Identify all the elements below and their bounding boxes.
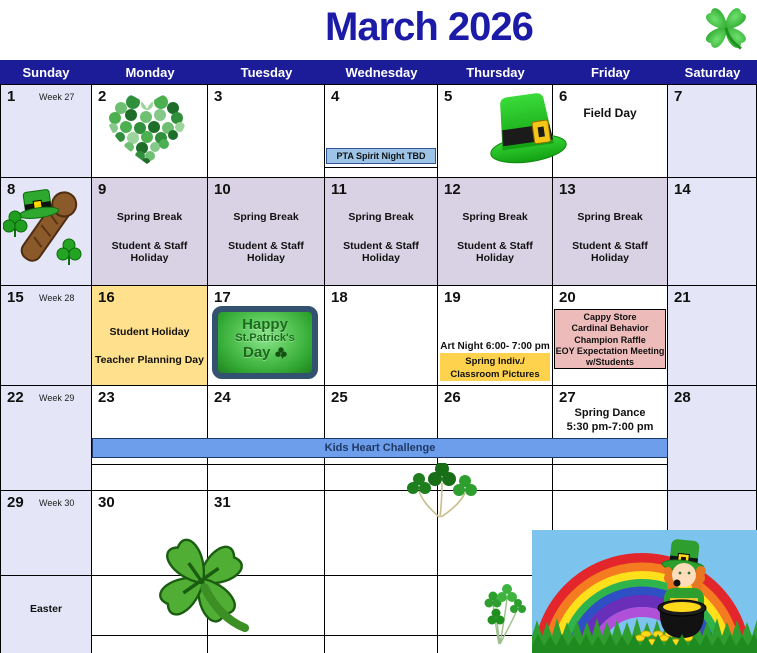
sign-line1: Happy: [242, 316, 288, 333]
spring-break-line2: Student & Staff Holiday: [111, 240, 188, 264]
student-holiday-line1: Student Holiday: [109, 326, 190, 338]
date-number: 1: [7, 88, 16, 105]
date-number: 23: [98, 389, 115, 406]
date-number: 14: [674, 181, 691, 198]
spring-break-event: [208, 211, 324, 264]
day-cell-29: [0, 491, 92, 576]
day-cell-22: [0, 386, 92, 491]
date-number: 13: [559, 181, 576, 198]
day-cell-18: [325, 286, 438, 386]
empty-cell: [325, 576, 438, 653]
w-students-line: w/Students: [585, 357, 634, 368]
date-number: 11: [331, 181, 347, 198]
day-cell-20: [553, 286, 668, 386]
date-number: 5: [444, 88, 453, 105]
spring-dance-line1: Spring Dance: [574, 407, 646, 419]
date-number: 3: [214, 88, 223, 105]
shamrock-bouquet-image: [399, 463, 485, 521]
grid-subline: [325, 167, 437, 168]
spring-break-line1: Spring Break: [462, 211, 528, 223]
day-cell-12: [438, 178, 553, 286]
spring-break-line1: Spring Break: [577, 211, 643, 223]
weekday-tuesday: Tuesday: [240, 64, 293, 80]
day-cell-16: [92, 286, 208, 386]
clover-icon: [698, 0, 754, 56]
spring-break-event: [438, 211, 552, 264]
spring-break-line2: Student & Staff Holiday: [457, 240, 533, 264]
date-number: 16: [98, 289, 115, 306]
page-title: March 2026: [325, 5, 533, 49]
big-clover-image: [147, 526, 255, 642]
small-shamrock-cluster-image: [477, 584, 529, 650]
classroom-pictures-banner: [440, 353, 550, 381]
date-number: 18: [331, 289, 348, 306]
spring-break-line2: Student & Staff Holiday: [228, 240, 304, 264]
easter-label: Easter: [29, 603, 63, 615]
date-number: 7: [674, 88, 683, 105]
week-row-3: [0, 286, 757, 386]
date-number: 30: [98, 494, 115, 511]
week-label: Week 29: [39, 393, 75, 403]
weekday-wednesday: Wednesday: [345, 64, 418, 80]
spring-break-line1: Spring Break: [233, 211, 299, 223]
date-number: 12: [444, 181, 461, 198]
date-number: 28: [674, 389, 691, 406]
kids-heart-challenge-banner: Kids Heart Challenge: [92, 438, 668, 458]
date-number: 8: [7, 181, 16, 198]
date-number: 9: [98, 181, 107, 198]
spring-break-event: [325, 211, 437, 264]
date-number: 20: [559, 289, 576, 306]
weekday-header-row: [0, 60, 757, 84]
week-label: Week 28: [39, 293, 75, 303]
student-holiday-event: [92, 326, 207, 366]
mini-clover-icon: [275, 347, 287, 359]
day-cell-28: [668, 386, 757, 491]
date-number: 2: [98, 88, 107, 105]
day-cell-3: [208, 85, 325, 178]
spring-break-line2: Student & Staff Holiday: [343, 240, 419, 264]
day-cell-21: [668, 286, 757, 386]
spring-dance-event: [553, 406, 667, 434]
day-cell-10: [208, 178, 325, 286]
clover-heart-image: [103, 88, 191, 170]
pta-spirit-night-banner: PTA Spirit Night TBD: [326, 148, 436, 164]
art-night-event: Art Night 6:00- 7:00 pm: [440, 341, 550, 352]
date-number: 27: [559, 389, 576, 406]
spring-break-line1: Spring Break: [348, 211, 414, 223]
day-cell-19: [438, 286, 553, 386]
date-number: 17: [214, 289, 231, 306]
friday20-events-box: [554, 309, 666, 369]
pictures-line1: Spring Indiv./: [465, 356, 525, 367]
weekday-sunday: Sunday: [22, 64, 70, 80]
st-patricks-day-sign: [212, 306, 318, 379]
day-cell-9: [92, 178, 208, 286]
weekday-friday: Friday: [590, 64, 630, 80]
date-number: 29: [7, 494, 24, 511]
day-cell-11: [325, 178, 438, 286]
day-cell-6: [553, 85, 668, 178]
leprechaun-hat-image: [485, 89, 567, 167]
leprechaun-rainbow-image: [532, 530, 757, 653]
champion-raffle-line: Champion Raffle: [574, 334, 646, 345]
eoy-meeting-line: EOY Expectation Meeting: [555, 345, 665, 356]
cardinal-behavior-line: Cardinal Behavior: [571, 323, 649, 334]
sign-line2: St.Patrick's: [235, 332, 295, 344]
weekday-monday: Monday: [125, 64, 175, 80]
day-cell-7: [668, 85, 757, 178]
date-number: 6: [559, 88, 568, 105]
spring-break-event: [92, 211, 207, 264]
spring-break-line2: Student & Staff Holiday: [572, 240, 648, 264]
grid-subline: [92, 464, 668, 465]
date-number: 31: [214, 494, 231, 511]
field-day-event: Field Day: [583, 106, 637, 120]
easter-cell: [0, 576, 92, 653]
date-number: 21: [674, 289, 691, 306]
weekday-saturday: Saturday: [684, 64, 741, 80]
date-number: 19: [444, 289, 461, 306]
date-number: 25: [331, 389, 348, 406]
date-number: 26: [444, 389, 461, 406]
spring-dance-line2: 5:30 pm-7:00 pm: [566, 421, 654, 433]
pictures-line2: Classroom Pictures: [450, 369, 540, 380]
date-number: 22: [7, 389, 24, 406]
day-cell-14: [668, 178, 757, 286]
week-label: Week 30: [39, 498, 75, 508]
week-label: Week 27: [39, 92, 75, 102]
date-number: 24: [214, 389, 231, 406]
teacher-planning-line2: Teacher Planning Day: [95, 354, 204, 366]
day-cell-13: [553, 178, 668, 286]
weekday-thursday: Thursday: [466, 64, 525, 80]
date-number: 15: [7, 289, 24, 306]
sign-line3: Day: [243, 344, 271, 361]
shillelagh-hat-image: [3, 185, 91, 273]
day-cell-1: [0, 85, 92, 178]
spring-break-event: [553, 211, 667, 264]
cappy-store-line: Cappy Store: [583, 312, 637, 322]
date-number: 4: [331, 88, 340, 105]
week-row-2: [0, 178, 757, 286]
spring-break-line1: Spring Break: [116, 211, 183, 223]
day-cell-15: [0, 286, 92, 386]
date-number: 10: [214, 181, 231, 198]
day-cell-4: [325, 85, 438, 178]
